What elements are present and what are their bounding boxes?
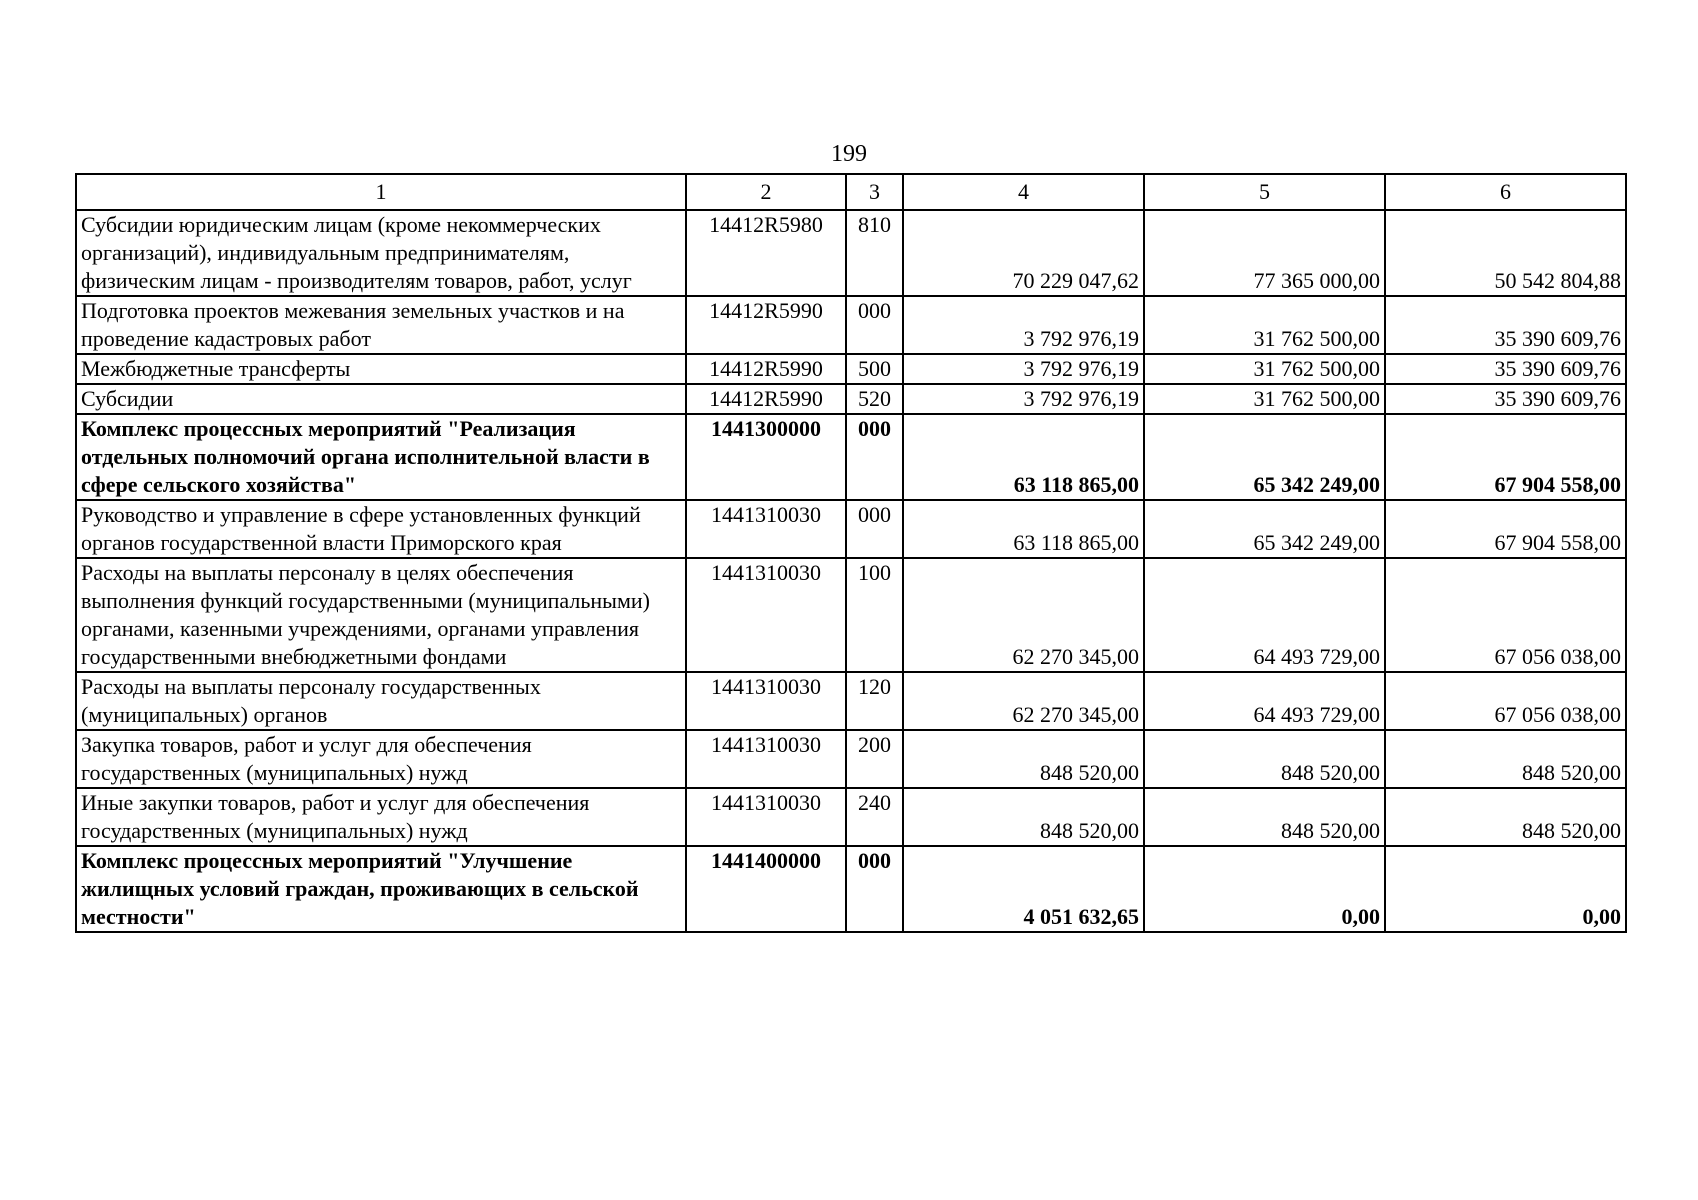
row-name-cell: Расходы на выплаты персоналу государственных (муниципальных) органов	[76, 672, 686, 730]
row-amount-col4-cell: 70 229 047,62	[903, 210, 1144, 296]
row-code-cell: 14412R5990	[686, 354, 846, 384]
row-amount-col5-cell: 77 365 000,00	[1144, 210, 1385, 296]
row-code-cell: 14412R5980	[686, 210, 846, 296]
row-name-cell: Закупка товаров, работ и услуг для обеспечения государственных (муниципальных) нужд	[76, 730, 686, 788]
table-row	[76, 788, 1626, 846]
column-header: 6	[1385, 174, 1626, 210]
row-amount-col6-cell: 67 904 558,00	[1385, 414, 1626, 500]
row-amount-col4-cell: 3 792 976,19	[903, 296, 1144, 354]
table-row	[76, 384, 1626, 414]
row-name-cell: Комплекс процессных мероприятий "Улучшение жилищных условий граждан, проживающих в сельской местности"	[76, 846, 686, 932]
table-row	[76, 500, 1626, 558]
row-amount-col6-cell: 35 390 609,76	[1385, 384, 1626, 414]
row-amount-col6-cell: 848 520,00	[1385, 730, 1626, 788]
row-amount-col5-cell: 65 342 249,00	[1144, 500, 1385, 558]
row-amount-col4-cell: 63 118 865,00	[903, 414, 1144, 500]
column-header: 2	[686, 174, 846, 210]
row-amount-col4-cell: 62 270 345,00	[903, 672, 1144, 730]
row-name-cell: Межбюджетные трансферты	[76, 354, 686, 384]
column-header: 3	[846, 174, 903, 210]
row-expense-type-cell: 000	[846, 296, 903, 354]
row-expense-type-cell: 000	[846, 500, 903, 558]
row-expense-type-cell: 500	[846, 354, 903, 384]
row-code-cell: 1441310030	[686, 558, 846, 672]
row-amount-col5-cell: 31 762 500,00	[1144, 384, 1385, 414]
row-amount-col4-cell: 3 792 976,19	[903, 354, 1144, 384]
row-amount-col5-cell: 31 762 500,00	[1144, 354, 1385, 384]
row-expense-type-cell: 810	[846, 210, 903, 296]
row-amount-col4-cell: 63 118 865,00	[903, 500, 1144, 558]
row-amount-col4-cell: 4 051 632,65	[903, 846, 1144, 932]
row-name-cell: Подготовка проектов межевания земельных участков и на проведение кадастровых работ	[76, 296, 686, 354]
row-expense-type-cell: 000	[846, 414, 903, 500]
column-header: 1	[76, 174, 686, 210]
row-amount-col6-cell: 50 542 804,88	[1385, 210, 1626, 296]
row-amount-col4-cell: 848 520,00	[903, 730, 1144, 788]
row-amount-col5-cell: 31 762 500,00	[1144, 296, 1385, 354]
row-amount-col5-cell: 0,00	[1144, 846, 1385, 932]
row-code-cell: 14412R5990	[686, 384, 846, 414]
table-row	[76, 846, 1626, 932]
row-amount-col4-cell: 62 270 345,00	[903, 558, 1144, 672]
row-amount-col6-cell: 67 904 558,00	[1385, 500, 1626, 558]
page-number: 199	[831, 141, 867, 167]
row-code-cell: 1441300000	[686, 414, 846, 500]
row-name-cell: Расходы на выплаты персоналу в целях обеспечения выполнения функций государственными (муниципальными) органами, казенными учреждениями, органами управления государственными внебюджетными фондами	[76, 558, 686, 672]
row-code-cell: 1441310030	[686, 788, 846, 846]
row-expense-type-cell: 000	[846, 846, 903, 932]
row-expense-type-cell: 120	[846, 672, 903, 730]
column-header: 4	[903, 174, 1144, 210]
row-name-cell: Иные закупки товаров, работ и услуг для обеспечения государственных (муниципальных) нужд	[76, 788, 686, 846]
table-row	[76, 730, 1626, 788]
budget-table	[75, 173, 1627, 933]
row-code-cell: 1441310030	[686, 672, 846, 730]
row-amount-col5-cell: 848 520,00	[1144, 788, 1385, 846]
row-amount-col5-cell: 64 493 729,00	[1144, 558, 1385, 672]
table-header-row	[76, 174, 1626, 210]
table-body	[76, 210, 1626, 932]
row-code-cell: 1441310030	[686, 730, 846, 788]
table-row	[76, 296, 1626, 354]
row-amount-col6-cell: 848 520,00	[1385, 788, 1626, 846]
table-row	[76, 414, 1626, 500]
row-amount-col6-cell: 67 056 038,00	[1385, 558, 1626, 672]
column-header: 5	[1144, 174, 1385, 210]
row-expense-type-cell: 100	[846, 558, 903, 672]
row-amount-col5-cell: 65 342 249,00	[1144, 414, 1385, 500]
row-amount-col4-cell: 848 520,00	[903, 788, 1144, 846]
row-amount-col5-cell: 848 520,00	[1144, 730, 1385, 788]
row-amount-col6-cell: 35 390 609,76	[1385, 296, 1626, 354]
table-row	[76, 672, 1626, 730]
row-name-cell: Комплекс процессных мероприятий "Реализация отдельных полномочий органа исполнительной власти в сфере сельского хозяйства"	[76, 414, 686, 500]
row-expense-type-cell: 240	[846, 788, 903, 846]
row-code-cell: 1441310030	[686, 500, 846, 558]
row-amount-col6-cell: 67 056 038,00	[1385, 672, 1626, 730]
row-name-cell: Субсидии юридическим лицам (кроме некоммерческих организаций), индивидуальным предпринимателям, физическим лицам - производителям товаров, работ, услуг	[76, 210, 686, 296]
row-expense-type-cell: 200	[846, 730, 903, 788]
row-amount-col6-cell: 0,00	[1385, 846, 1626, 932]
row-code-cell: 1441400000	[686, 846, 846, 932]
row-amount-col4-cell: 3 792 976,19	[903, 384, 1144, 414]
table-row	[76, 354, 1626, 384]
table-row	[76, 210, 1626, 296]
table-row	[76, 558, 1626, 672]
row-name-cell: Субсидии	[76, 384, 686, 414]
row-code-cell: 14412R5990	[686, 296, 846, 354]
row-expense-type-cell: 520	[846, 384, 903, 414]
row-amount-col5-cell: 64 493 729,00	[1144, 672, 1385, 730]
row-name-cell: Руководство и управление в сфере установленных функций органов государственной власти Приморского края	[76, 500, 686, 558]
row-amount-col6-cell: 35 390 609,76	[1385, 354, 1626, 384]
